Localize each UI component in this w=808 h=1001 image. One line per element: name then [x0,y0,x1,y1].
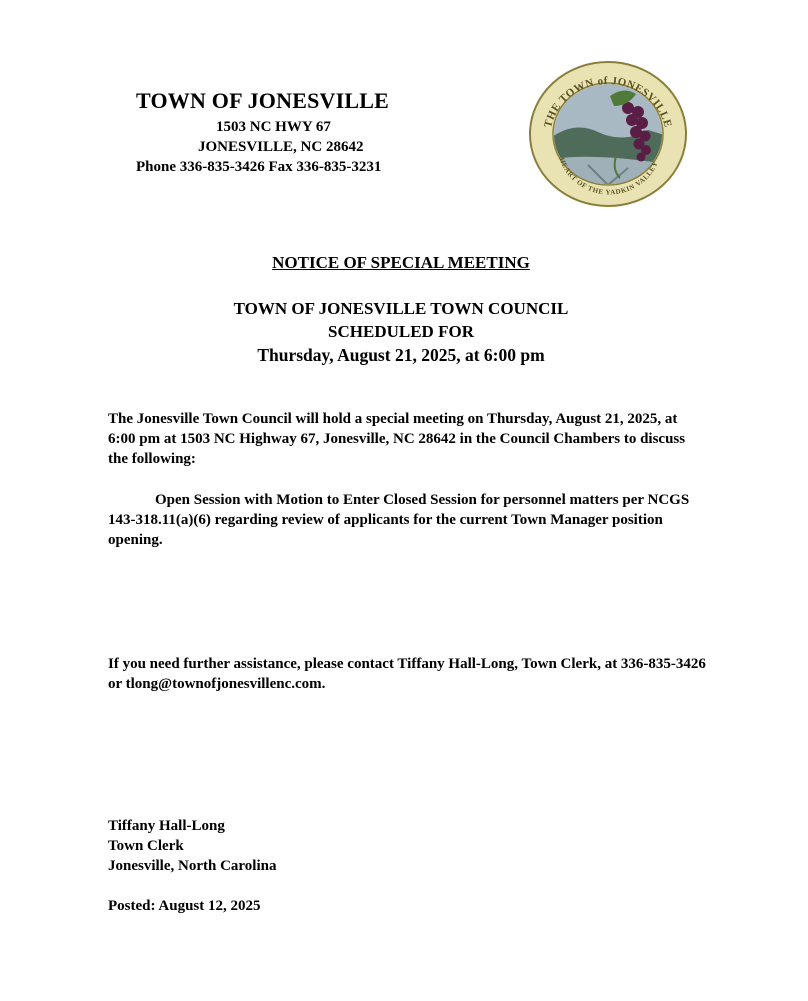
signature-name: Tiffany Hall-Long [108,818,225,834]
scheduled-for-heading: SCHEDULED FOR [328,322,474,341]
notice-title: NOTICE OF SPECIAL MEETING [272,253,530,272]
seal-bottom-text: HEART OF THE YADKIN VALLEY [557,156,660,197]
address-line-2: JONESVILLE, NC 28642 [198,139,364,155]
posted-date: Posted: August 12, 2025 [108,898,261,914]
town-name: TOWN OF JONESVILLE [136,88,389,113]
signature-location: Jonesville, North Carolina [108,858,277,874]
phone-fax-line: Phone 336-835-3426 Fax 336-835-3231 [136,159,382,175]
seal-top-text: THE TOWN of JONESVILLE [542,74,674,129]
meeting-date-heading: Thursday, August 21, 2025, at 6:00 pm [257,345,545,365]
contact-paragraph: If you need further assistance, please contact Tiffany Hall-Long, Town Clerk, at 336-835-3426 or tlong@townofjonesvillenc.com. [108,656,706,692]
council-heading: TOWN OF JONESVILLE TOWN COUNCIL [233,299,569,318]
town-seal-logo [528,60,688,208]
intro-paragraph: The Jonesville Town Council will hold a special meeting on Thursday, August 21, 2025, at 6:00 pm at 1503 NC Highway 67, Jonesville, NC 28642 in the Council Chambers to discuss the following: [108,411,686,467]
signature-title: Town Clerk [108,838,184,854]
agenda-paragraph: Open Session with Motion to Enter Closed Session for personnel matters per NCGS 143-318.11(a)(6) regarding review of applicants for the current Town Manager position opening. [108,492,690,548]
address-line-1: 1503 NC HWY 67 [216,119,331,135]
